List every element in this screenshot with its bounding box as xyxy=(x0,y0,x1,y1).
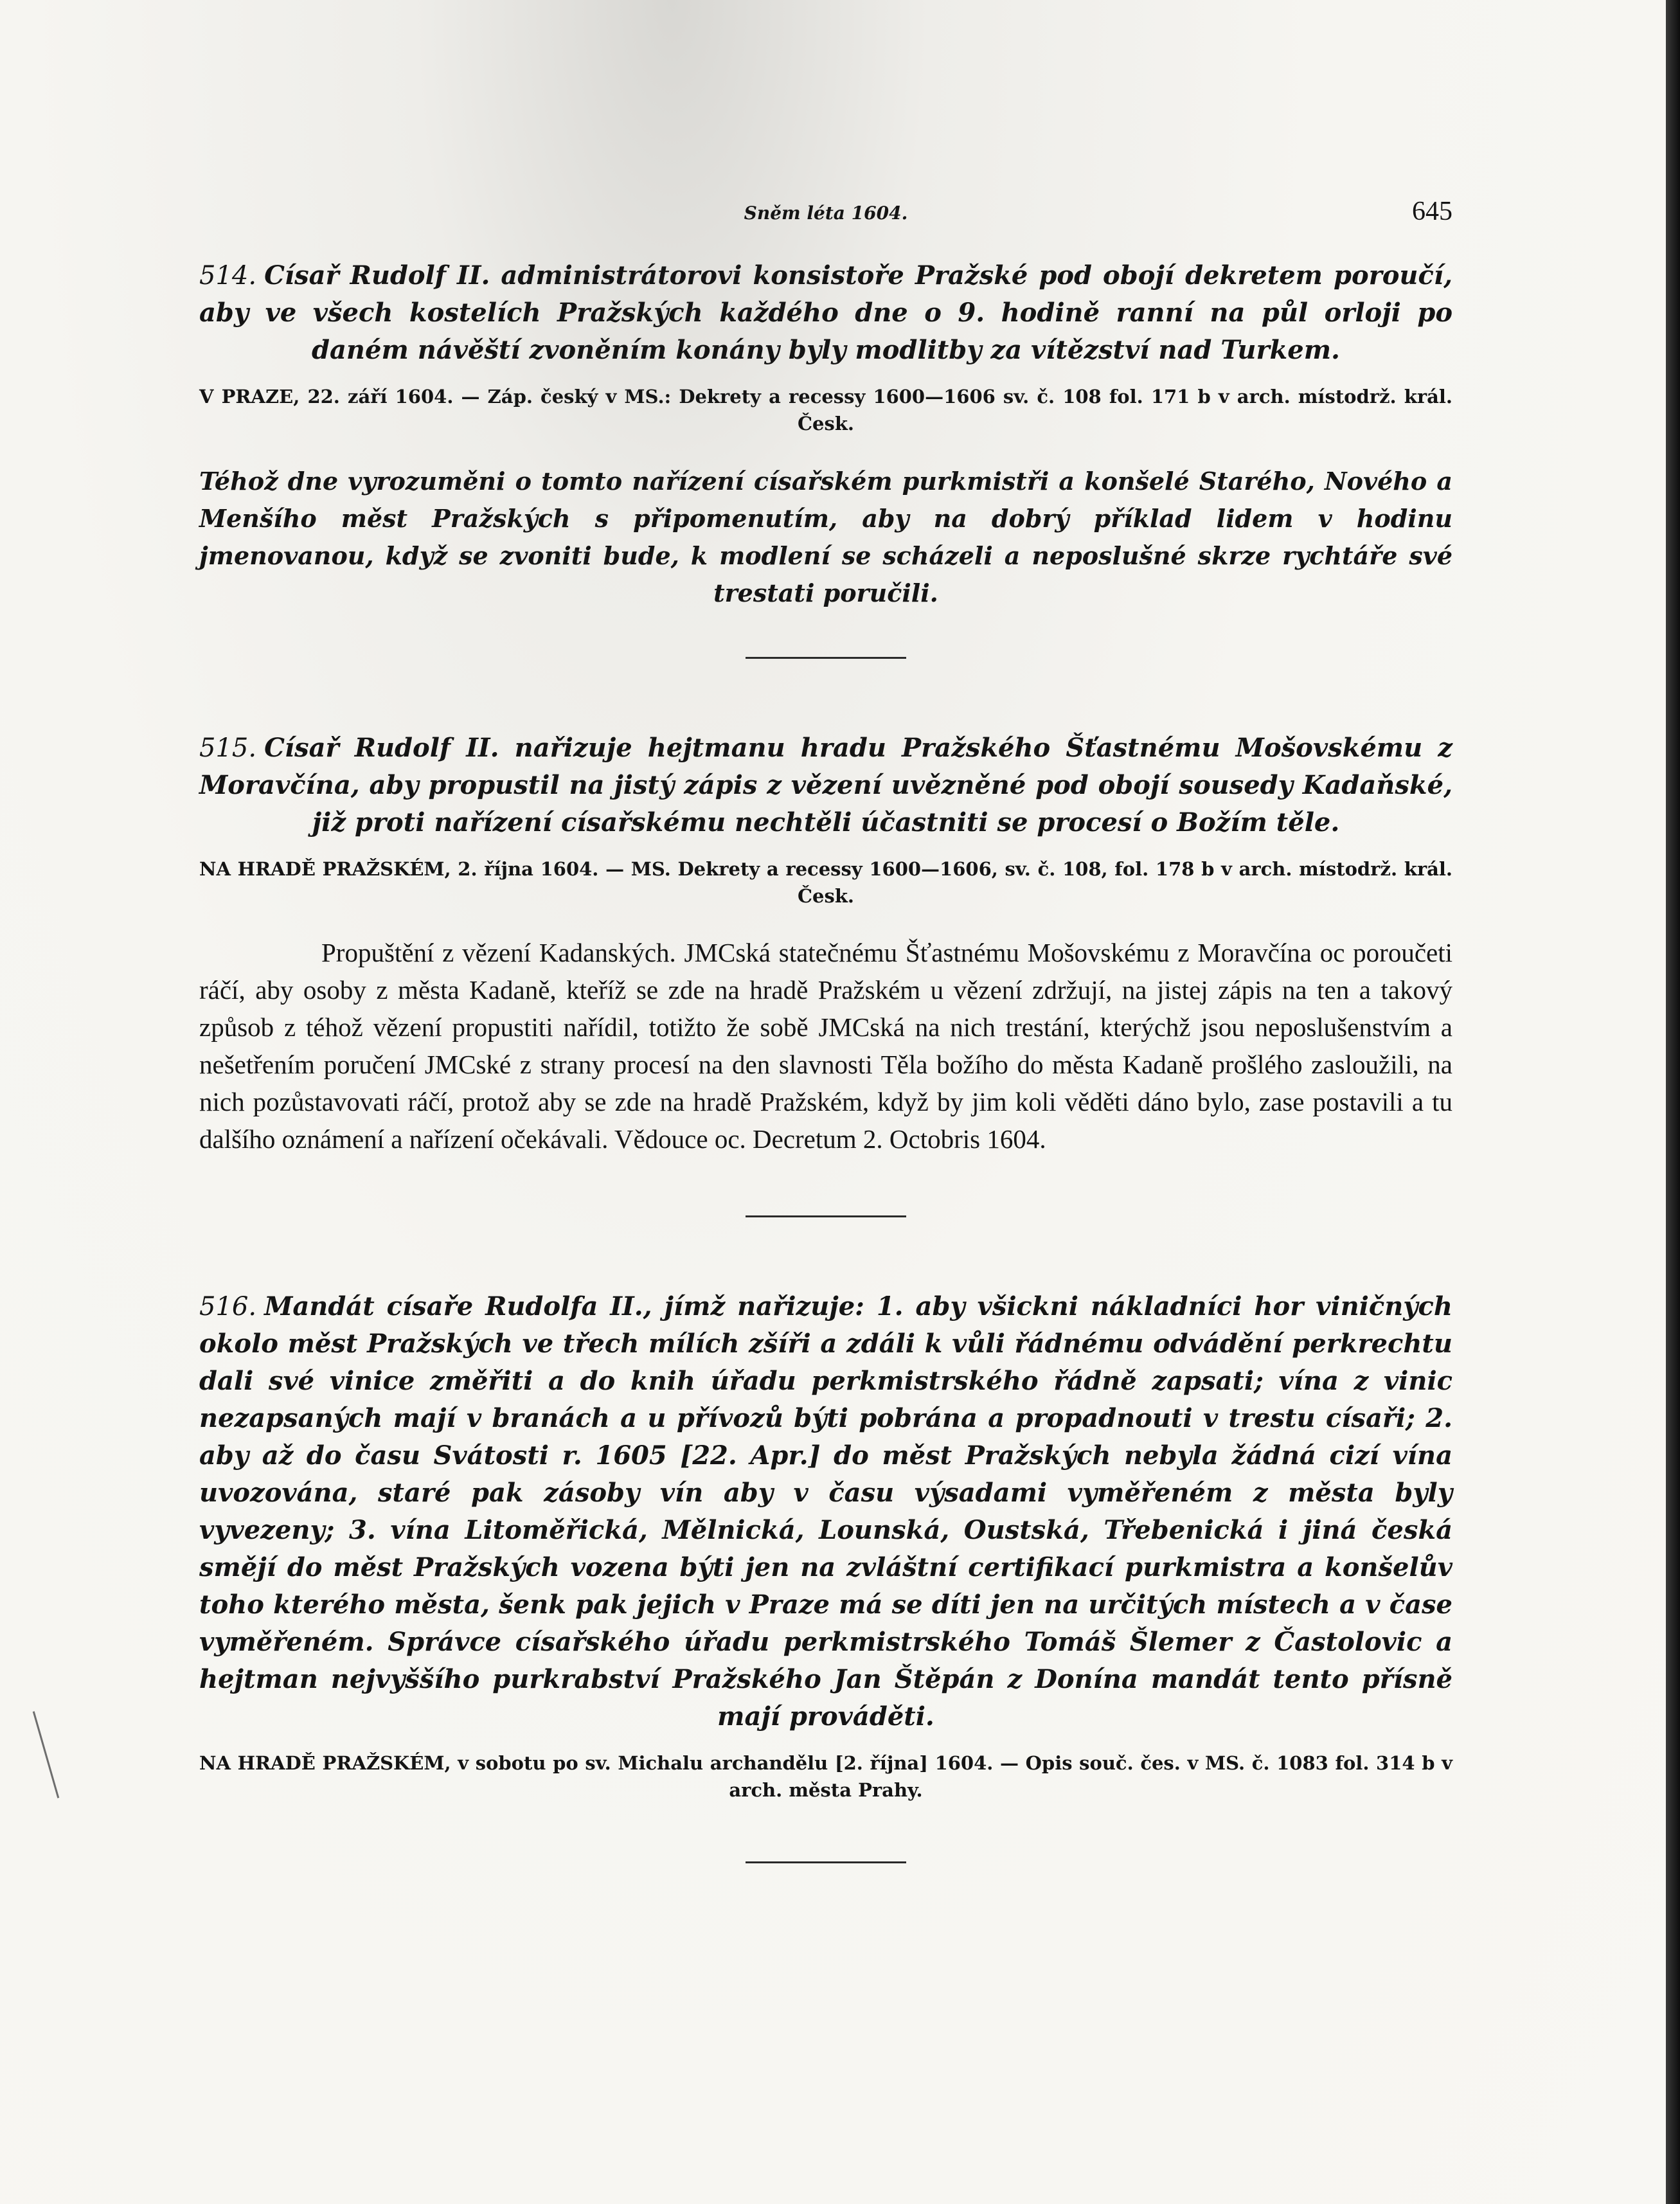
entry-title xyxy=(199,730,1452,841)
entry-516 xyxy=(199,1288,1452,1804)
entry-number: 514. xyxy=(199,261,257,291)
section-divider xyxy=(746,1215,906,1217)
page-header xyxy=(199,196,1452,235)
entry-note: Téhož dne vyrozuměni o tomto nařízení císařském purkmistři a konšelé Starého, Nového a Menšího měst Pražských s připomenutím, aby na dobrý příklad lidem v hodinu jmenovanou, když se zvoniti bude, k modlení se scházeli a neposlušné skrze rychtáře své trestati poručili. xyxy=(199,467,1452,607)
running-head: Sněm léta 1604. xyxy=(744,202,908,224)
entry-title-text: Císař Rudolf II. administrátorovi konsistoře Pražské pod obojí dekretem poroučí, aby ve všech kostelích Pražských každého dne o 9. hodině ranní na půl orloji po daném návěští zvoněním konány byly modlitby za vítězství nad Turkem. xyxy=(199,260,1452,365)
section-divider xyxy=(746,1861,906,1863)
entry-source: NA HRADĚ PRAŽSKÉM, v sobotu po sv. Michalu archandělu [2. října] 1604. — Opis souč. čes. v MS. č. 1083 fol. 314 b v arch. města Prahy. xyxy=(199,1752,1452,1801)
entry-number: 515. xyxy=(199,733,257,763)
entry-source: NA HRADĚ PRAŽSKÉM, 2. října 1604. — MS. Dekrety a recessy 1600—1606, sv. č. 108, fol. 178 b v arch. místodrž. král. Česk. xyxy=(199,858,1452,907)
entry-title xyxy=(199,1288,1452,1735)
entry-title-text: Mandát císaře Rudolfa II., jímž nařizuje: 1. aby všickni nákladníci hor viničných okolo měst Pražských ve třech mílích zšíři a zdáli k vůli řádnému odvádění perkrechtu dali své vinice změřiti a do knih úřadu perkmistrského řádně zapsati; vína z vinic nezapsaných mají v branách a u přívozů býti pobrána a propadnouti v trestu císaři; 2. aby až do času Svátosti r. 1605 [22. Apr.] do měst Pražských nebyla žádná cizí vína uvozována, staré pak zásoby vín aby v času výsadami vyměřeném z města byly vyvezeny; 3. vína Litoměřická, Mělnická, Lounská, Oustská, Třebenická i jiná česká smějí do měst Pražských vozena býti jen na zvláštní certifikací purkmistra a konšelův toho kterého města, šenk pak jejich v Praze má se díti jen na určitých místech a v čase vyměřeném. Správce císařského úřadu perkmistrského Tomáš Šlemer z Častolovic a hejtman nejvyššího purkrabství Pražského Jan Štěpán z Donína mandát tento přísně mají prováděti. xyxy=(199,1291,1452,1732)
entry-title-text: Císař Rudolf II. nařizuje hejtmanu hradu Pražského Šťastnému Mošovskému z Moravčína, aby propustil na jistý zápis z vězení uvězněné pod obojí sousedy Kadaňské, již proti nařízení císařskému nechtěli účastniti se procesí o Božím těle. xyxy=(199,733,1452,838)
section-divider xyxy=(746,657,906,659)
page-content xyxy=(199,257,1452,1863)
entry-source: V PRAZE, 22. září 1604. — Záp. český v MS.: Dekrety a recessy 1600—1606 sv. č. 108 fol. 171 b v arch. místodrž. král. Česk. xyxy=(199,386,1452,435)
page-number: 645 xyxy=(1412,197,1452,226)
entry-515 xyxy=(199,730,1452,1158)
entry-title xyxy=(199,257,1452,369)
entry-body-text: Propuštění z vězení Kadanských. JMCská statečnému Šťastnému Mošovskému z Moravčína oc poroučeti ráčí, aby osoby z města Kadaně, kteříž se zde na hradě Pražském u vězení zdržují, na jistej zápis na ten a takový způsob z téhož vězení propustiti nařídil, totižto že sobě JMCská na nich trestání, kterýchž jsou neposlušenstvím a nešetřením poručení JMCské z strany procesí na den slavnosti Těla božího do města Kadaně prošlého zasloužili, na nich pozůstavovati ráčí, protož aby se zde na hradě Pražském, když by jim koli věděti dáno bylo, zase postavili a tu dalšího oznámení a nařízení očekávali. Vědouce oc. Decretum 2. Octobris 1604. xyxy=(199,938,1452,1154)
scan-edge xyxy=(1666,0,1680,2204)
entry-number: 516. xyxy=(199,1292,257,1322)
entry-514 xyxy=(199,257,1452,612)
